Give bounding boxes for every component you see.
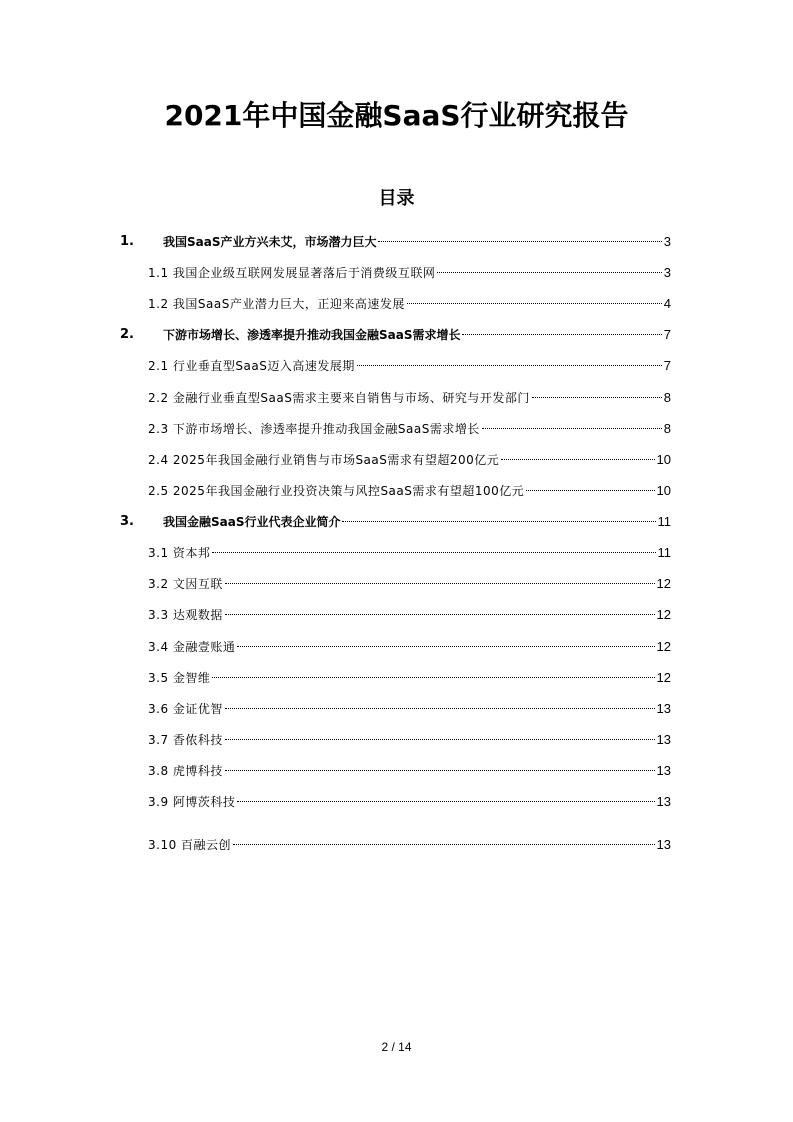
toc-entry[interactable] bbox=[0, 760, 793, 782]
document-title: 2021年中国金融SaaS行业研究报告 bbox=[164, 99, 629, 132]
toc-entry[interactable] bbox=[0, 355, 793, 377]
toc-leader-dots bbox=[212, 677, 654, 678]
toc-entry-number: 3. bbox=[120, 514, 134, 529]
toc-leader-dots bbox=[237, 646, 654, 647]
toc-entry-title: 3.6 金证优智 bbox=[148, 702, 223, 716]
toc-entry[interactable] bbox=[0, 698, 793, 720]
toc-entry-page: 13 bbox=[656, 732, 671, 747]
toc-entry-title: 1.1 我国企业级互联网发展显著落后于消费级互联网 bbox=[148, 266, 436, 280]
toc-leader-dots bbox=[342, 521, 655, 522]
toc-entry[interactable] bbox=[0, 729, 793, 751]
toc-entry-page: 13 bbox=[656, 763, 671, 778]
toc-entry-page: 3 bbox=[663, 234, 671, 249]
page-number-footer: 2 / 14 bbox=[381, 1040, 412, 1054]
toc-entry[interactable] bbox=[0, 511, 793, 533]
toc-entry-page: 10 bbox=[656, 452, 671, 467]
toc-entry-number: 2. bbox=[120, 327, 134, 342]
toc-leader-dots bbox=[482, 428, 662, 429]
toc-entry-number: 1. bbox=[120, 234, 134, 249]
toc-entry-page: 4 bbox=[663, 296, 671, 311]
toc-entry-title: 3.5 金智维 bbox=[148, 671, 211, 685]
toc-entry-page: 12 bbox=[656, 576, 671, 591]
toc-leader-dots bbox=[225, 739, 655, 740]
toc-entry-page: 3 bbox=[663, 265, 671, 280]
toc-entry[interactable] bbox=[0, 418, 793, 440]
toc-entry[interactable] bbox=[0, 834, 793, 856]
toc-entry-page: 12 bbox=[656, 639, 671, 654]
toc-entry-page: 8 bbox=[663, 421, 671, 436]
toc-entry[interactable] bbox=[0, 604, 793, 626]
toc-leader-dots bbox=[501, 459, 654, 460]
toc-entry-page: 8 bbox=[663, 390, 671, 405]
toc-leader-dots bbox=[437, 272, 661, 273]
toc-entry[interactable] bbox=[0, 231, 793, 253]
toc-entry[interactable] bbox=[0, 667, 793, 689]
toc-entry-title: 3.2 文因互联 bbox=[148, 577, 223, 591]
toc-leader-dots bbox=[225, 708, 655, 709]
toc-leader-dots bbox=[212, 552, 655, 553]
toc-leader-dots bbox=[526, 490, 654, 491]
toc-entry-page: 13 bbox=[656, 701, 671, 716]
toc-entry[interactable] bbox=[0, 791, 793, 813]
toc-entry[interactable] bbox=[0, 449, 793, 471]
toc-entry[interactable] bbox=[0, 262, 793, 284]
toc-entry-title: 下游市场增长、渗透率提升推动我国金融SaaS需求增长 bbox=[163, 328, 461, 342]
toc-entry-page: 7 bbox=[663, 358, 671, 373]
toc-entry-page: 12 bbox=[656, 607, 671, 622]
toc-entry-title: 3.8 虎博科技 bbox=[148, 764, 223, 778]
toc-entry-title: 3.9 阿博茨科技 bbox=[148, 795, 236, 809]
toc-entry-title: 2.4 2025年我国金融行业销售与市场SaaS需求有望超200亿元 bbox=[148, 453, 500, 467]
toc-entry-page: 12 bbox=[656, 670, 671, 685]
toc-entry[interactable] bbox=[0, 480, 793, 502]
toc-leader-dots bbox=[378, 241, 661, 242]
toc-heading: 目录 bbox=[378, 188, 415, 209]
toc-entry[interactable] bbox=[0, 542, 793, 564]
toc-entry[interactable] bbox=[0, 324, 793, 346]
toc-entry-title: 3.10 百融云创 bbox=[148, 838, 232, 852]
toc-entry[interactable] bbox=[0, 293, 793, 315]
toc-entry-title: 2.2 金融行业垂直型SaaS需求主要来自销售与市场、研究与开发部门 bbox=[148, 391, 530, 405]
toc-entry-page: 11 bbox=[657, 514, 671, 529]
toc-leader-dots bbox=[237, 801, 654, 802]
toc-entry-page: 11 bbox=[657, 545, 671, 560]
toc-entry[interactable] bbox=[0, 387, 793, 409]
toc-entry[interactable] bbox=[0, 573, 793, 595]
toc-entry-page: 7 bbox=[663, 327, 671, 342]
toc-entry-page: 13 bbox=[656, 837, 671, 852]
toc-entry-title: 1.2 我国SaaS产业潜力巨大，正迎来高速发展 bbox=[148, 297, 405, 311]
toc-leader-dots bbox=[225, 614, 655, 615]
toc-entry-page: 13 bbox=[656, 794, 671, 809]
toc-entry-title: 3.4 金融壹账通 bbox=[148, 640, 236, 654]
toc-leader-dots bbox=[233, 844, 654, 845]
toc-leader-dots bbox=[357, 365, 662, 366]
toc-leader-dots bbox=[225, 583, 655, 584]
toc-leader-dots bbox=[462, 334, 661, 335]
toc-entry-title: 3.3 达观数据 bbox=[148, 608, 223, 622]
toc-leader-dots bbox=[407, 303, 662, 304]
toc-entry-title: 3.7 香侬科技 bbox=[148, 733, 223, 747]
toc-entry-title: 我国金融SaaS行业代表企业简介 bbox=[163, 515, 341, 529]
toc-entry-title: 我国SaaS产业方兴未艾，市场潜力巨大 bbox=[163, 235, 377, 249]
toc-entry-title: 2.3 下游市场增长、渗透率提升推动我国金融SaaS需求增长 bbox=[148, 422, 480, 436]
toc-entry-title: 2.1 行业垂直型SaaS迈入高速发展期 bbox=[148, 359, 355, 373]
toc-entry-title: 2.5 2025年我国金融行业投资决策与风控SaaS需求有望超100亿元 bbox=[148, 484, 525, 498]
toc-entry-page: 10 bbox=[656, 483, 671, 498]
toc-leader-dots bbox=[532, 397, 662, 398]
toc-entry-title: 3.1 资本邦 bbox=[148, 546, 211, 560]
toc-leader-dots bbox=[225, 770, 655, 771]
toc-entry[interactable] bbox=[0, 636, 793, 658]
